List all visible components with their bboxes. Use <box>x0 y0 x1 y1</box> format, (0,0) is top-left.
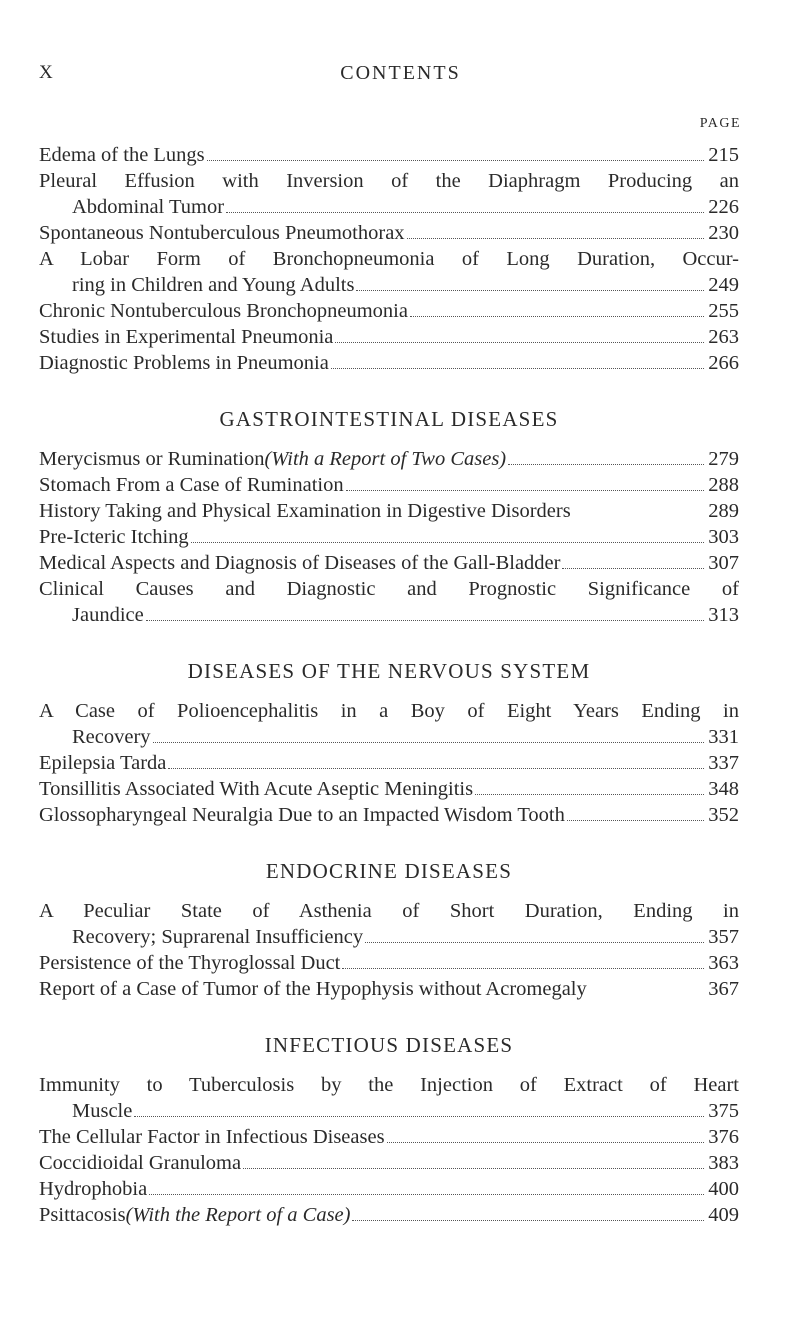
entry-title-text: Abdominal Tumor <box>72 196 225 218</box>
page-number: 255 <box>708 300 739 322</box>
entry-title-text: Epilepsia Tarda <box>39 752 167 774</box>
entry-title-line: Clinical Causes and Diagnostic and Prognostic Significance of <box>39 578 739 600</box>
toc-entry <box>39 1176 739 1202</box>
page-number: 263 <box>708 326 739 348</box>
toc-entry <box>39 1202 739 1228</box>
section-heading: ENDOCRINE DISEASES <box>265 859 513 883</box>
toc-entry <box>39 550 739 576</box>
entry-row <box>39 446 739 472</box>
page-column-label: PAGE <box>699 116 741 131</box>
entry-title-text: Muscle <box>72 1100 133 1122</box>
entry-title-text: Persistence of the Thyroglossal Duct <box>39 952 341 974</box>
entry-row <box>39 602 739 628</box>
entry-title-line: A Case of Polioencephalitis in a Boy of Eight Years Ending in <box>39 700 739 722</box>
toc-entry <box>39 246 739 298</box>
toc-entry <box>39 472 739 498</box>
dot-leader <box>475 794 704 795</box>
entry-row <box>39 724 739 750</box>
dot-leader <box>387 1142 705 1143</box>
page-number: 409 <box>708 1204 739 1226</box>
dot-leader <box>562 568 704 569</box>
toc-entry <box>39 524 739 550</box>
dot-leader <box>365 942 704 943</box>
section-heading: INFECTIOUS DISEASES <box>264 1033 514 1057</box>
toc-entry <box>39 1150 739 1176</box>
entry-row <box>39 924 739 950</box>
page-number: 289 <box>708 500 739 522</box>
dot-leader <box>191 542 705 543</box>
page-number: 313 <box>708 604 739 626</box>
entry-title-text: Psittacosis <box>39 1204 126 1226</box>
dot-leader <box>410 316 704 317</box>
entry-row <box>39 472 739 498</box>
toc-entry <box>39 750 739 776</box>
dot-leader <box>168 768 704 769</box>
dot-leader <box>331 368 704 369</box>
toc-entry <box>39 498 739 524</box>
toc-entry <box>39 324 739 350</box>
entry-row <box>39 1176 739 1202</box>
page-number: 249 <box>708 274 739 296</box>
entry-row <box>39 350 739 376</box>
entry-title-line: A Lobar Form of Bronchopneumonia of Long Duration, Occur- <box>39 248 739 270</box>
running-title: CONTENTS <box>340 62 461 84</box>
page-number: 288 <box>708 474 739 496</box>
entry-title-text: The Cellular Factor in Infectious Diseases <box>39 1126 385 1148</box>
dot-leader <box>226 212 704 213</box>
entry-row <box>39 194 739 220</box>
entry-title-text: Report of a Case of Tumor of the Hypophysis without Acromegaly <box>39 978 587 1000</box>
entry-row <box>39 976 739 1002</box>
toc-entry <box>39 976 739 1002</box>
entry-title-text: ring in Children and Young Adults <box>72 274 355 296</box>
entry-title-text: Pre-Icteric Itching <box>39 526 189 548</box>
page-number: 400 <box>708 1178 739 1200</box>
page-number: 331 <box>708 726 739 748</box>
entry-title-text: Diagnostic Problems in Pneumonia <box>39 352 329 374</box>
page-number: 367 <box>708 978 739 1000</box>
entry-title-text: Hydrophobia <box>39 1178 148 1200</box>
table-of-contents <box>39 142 739 1228</box>
entry-title-text: Stomach From a Case of Rumination <box>39 474 344 496</box>
entry-title-text: Recovery <box>72 726 151 748</box>
section-heading: DISEASES OF THE NERVOUS SYSTEM <box>187 659 591 683</box>
page-number: 226 <box>708 196 739 218</box>
toc-entry <box>39 776 739 802</box>
entry-row <box>39 498 739 524</box>
dot-leader <box>407 238 705 239</box>
dot-leader <box>153 742 705 743</box>
entry-title-line: A Peculiar State of Asthenia of Short Duration, Ending in <box>39 900 739 922</box>
entry-row <box>39 1202 739 1228</box>
entry-row <box>39 1124 739 1150</box>
dot-leader <box>149 1194 704 1195</box>
toc-entry <box>39 220 739 246</box>
dot-leader <box>342 968 704 969</box>
section-heading: GASTROINTESTINAL DISEASES <box>219 407 559 431</box>
entry-title-text: Merycismus or Rumination <box>39 448 265 470</box>
page-number: 383 <box>708 1152 739 1174</box>
page-number: 303 <box>708 526 739 548</box>
dot-leader <box>346 490 705 491</box>
entry-title-text: Medical Aspects and Diagnosis of Diseases of the Gall-Bladder <box>39 552 561 574</box>
entry-row <box>39 1098 739 1124</box>
entry-title-text: Recovery; Suprarenal Insufficiency <box>72 926 364 948</box>
entry-title-text: Spontaneous Nontuberculous Pneumothorax <box>39 222 405 244</box>
page-number: 279 <box>708 448 739 470</box>
toc-entry <box>39 168 739 220</box>
toc-entry <box>39 298 739 324</box>
toc-entry <box>39 802 739 828</box>
page-number: 337 <box>708 752 739 774</box>
page-number: 215 <box>708 144 739 166</box>
entry-row <box>39 802 739 828</box>
page-number: 348 <box>708 778 739 800</box>
entry-title-text: Edema of the Lungs <box>39 144 205 166</box>
dot-leader <box>567 820 704 821</box>
entry-row <box>39 298 739 324</box>
page-number: 376 <box>708 1126 739 1148</box>
toc-entry <box>39 1124 739 1150</box>
entry-italic-note: (With a Report of Two Cases) <box>264 448 507 470</box>
page-number: 357 <box>708 926 739 948</box>
entry-title-text: Coccidioidal Granuloma <box>39 1152 242 1174</box>
entry-row <box>39 776 739 802</box>
entry-title-text: Chronic Nontuberculous Bronchopneumonia <box>39 300 408 322</box>
dot-leader <box>352 1220 704 1221</box>
toc-entry <box>39 898 739 950</box>
page-number: 363 <box>708 952 739 974</box>
entry-row <box>39 1150 739 1176</box>
entry-row <box>39 272 739 298</box>
page-number: 307 <box>708 552 739 574</box>
dot-leader <box>134 1116 704 1117</box>
entry-italic-note: (With the Report of a Case) <box>125 1204 351 1226</box>
toc-entry <box>39 350 739 376</box>
dot-leader <box>356 290 704 291</box>
toc-entry <box>39 1072 739 1124</box>
dot-leader <box>243 1168 704 1169</box>
entry-title-text: Tonsillitis Associated With Acute Aseptic Meningitis <box>39 778 474 800</box>
entry-row <box>39 220 739 246</box>
dot-leader <box>146 620 705 621</box>
page-number-roman: X <box>39 62 54 83</box>
entry-title-text: Studies in Experimental Pneumonia <box>39 326 334 348</box>
toc-entry <box>39 576 739 628</box>
toc-entry <box>39 142 739 168</box>
page-number: 375 <box>708 1100 739 1122</box>
toc-entry <box>39 446 739 472</box>
entry-row <box>39 550 739 576</box>
dot-leader <box>335 342 704 343</box>
dot-leader <box>207 160 705 161</box>
entry-title-text: Glossopharyngeal Neuralgia Due to an Impacted Wisdom Tooth <box>39 804 565 826</box>
entry-row <box>39 324 739 350</box>
page-number: 266 <box>708 352 739 374</box>
toc-entry <box>39 950 739 976</box>
entry-row <box>39 142 739 168</box>
page-number: 352 <box>708 804 739 826</box>
entry-title-text: History Taking and Physical Examination in Digestive Disorders <box>39 500 571 522</box>
entry-row <box>39 750 739 776</box>
dot-leader <box>508 464 704 465</box>
toc-entry <box>39 698 739 750</box>
page-header <box>0 62 801 92</box>
page-number: 230 <box>708 222 739 244</box>
entry-row <box>39 950 739 976</box>
entry-row <box>39 524 739 550</box>
entry-title-text: Jaundice <box>72 604 144 626</box>
entry-title-line: Pleural Effusion with Inversion of the Diaphragm Producing an <box>39 170 739 192</box>
entry-title-line: Immunity to Tuberculosis by the Injection of Extract of Heart <box>39 1074 739 1096</box>
